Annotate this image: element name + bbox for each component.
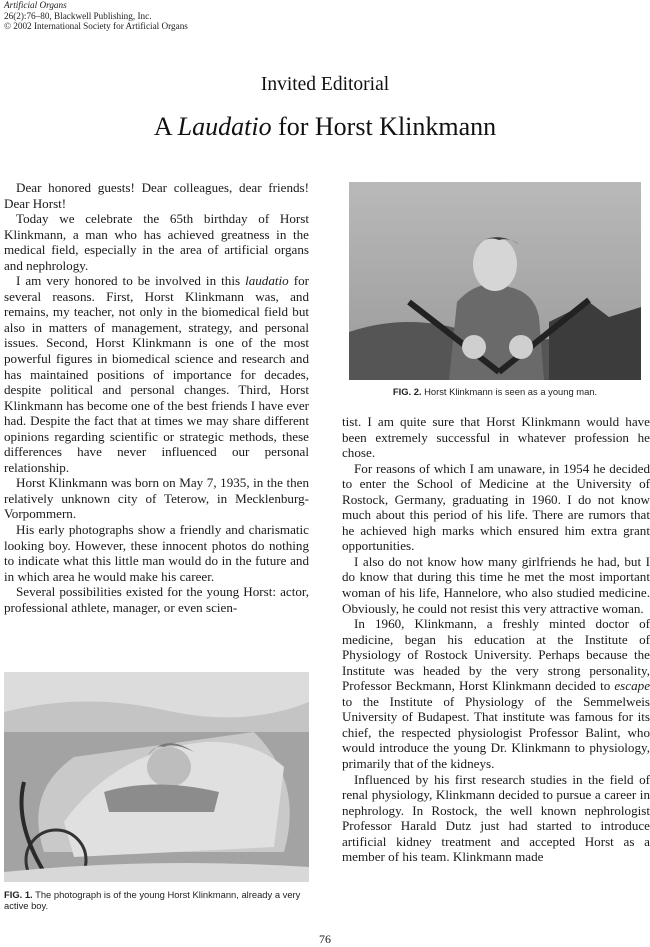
right-column bbox=[342, 414, 650, 865]
figure-1-photo bbox=[4, 672, 309, 882]
title-suffix: for Horst Klinkmann bbox=[271, 112, 497, 141]
section-label: Invited Editorial bbox=[260, 74, 390, 95]
figure-1 bbox=[4, 672, 309, 912]
paragraph: I also do not know how many girlfriends he had, but I do know that during this time he met the most important woman of his life, Hannelore, who also studied medicine. Obviously, he could not resist this very attractive woman. bbox=[342, 553, 650, 616]
paragraph: tist. I am quite sure that Horst Klinkmann would have been extremely successful in whatever profession he chose. bbox=[342, 414, 650, 461]
figure-2-caption bbox=[349, 386, 641, 397]
baby-pram-photo-image bbox=[4, 672, 309, 882]
left-column bbox=[4, 180, 309, 615]
text-run: for several reasons. First, Horst Klinkmann was, and remains, my teacher, not only in the biomedical field but also in matters of management, strategy, and personal issues. Second, Horst Klinkmann is one of the most powerful figures in biomedical science and research and has maintained positions of importance for decades, despite political and personal changes. Third, Horst Klinkmann has become one of the best friends I have ever had. Despite the fact that at times we may share different opinions regarding scientific or strategic methods, these differences have never influenced our personal relationship. bbox=[4, 273, 309, 475]
text-run: to the Institute of Physiology of the Semmelweis University of Budapest. That institute was famous for its chief, the respected physiologist Professor Balint, who would introduce the young Dr. Klinkmann to physiology, primarily that of the kidneys. bbox=[342, 693, 650, 772]
paragraph bbox=[4, 273, 309, 475]
journal-copyright: © 2002 International Society for Artificial Organs bbox=[4, 21, 188, 32]
figure-2-caption-text: Horst Klinkmann is seen as a young man. bbox=[421, 386, 598, 397]
text-run: I am very honored to be involved in this bbox=[16, 273, 246, 289]
paragraph: For reasons of which I am unaware, in 1954 he decided to enter the School of Medicine at the University of Rostock, Germany, graduating in 1960. I do not know much about this period of his life. There are rumors that he achieved high marks which ensured him extra grant opportunities. bbox=[342, 460, 650, 554]
figure-2 bbox=[349, 182, 641, 397]
paragraph bbox=[342, 616, 650, 771]
figure-1-caption bbox=[4, 889, 309, 912]
figure-2-photo bbox=[349, 182, 641, 380]
page-number: 76 bbox=[319, 932, 331, 946]
text-run-italic: laudatio bbox=[245, 273, 289, 289]
figure-2-label: FIG. 2. bbox=[392, 386, 422, 397]
text-run-italic: escape bbox=[614, 678, 650, 694]
young-man-photo-image bbox=[349, 182, 641, 380]
journal-name: Artificial Organs bbox=[4, 0, 67, 10]
paragraph: Influenced by his first research studies in the field of renal physiology, Klinkmann decided to pursue a career in nephrology. In Rostock, the well known nephrologist Professor Harald Dutz just had started to introduce artificial kidney treatment and accepted Horst as a member of his team. Klinkmann made bbox=[342, 771, 650, 865]
text-run: In 1960, Klinkmann, a freshly minted doctor of medicine, began his education at the Institute of Physiology of Rostock University. Perhaps because the Institute was headed by the very strong personality, Professor Beckmann, Horst Klinkmann decided to bbox=[342, 616, 650, 694]
paragraph: Horst Klinkmann was born on May 7, 1935, in the then relatively unknown city of Teterow, in Mecklenburg-Vorpommern. bbox=[4, 475, 309, 522]
figure-1-caption-text: The photograph is of the young Horst Klinkmann, already a very active boy. bbox=[4, 889, 301, 912]
title-italic: Laudatio bbox=[177, 112, 272, 141]
journal-citation: 26(2):76–80, Blackwell Publishing, Inc. bbox=[4, 10, 152, 21]
paragraph: Dear honored guests! Dear colleagues, dear friends! Dear Horst! bbox=[4, 180, 309, 211]
figure-1-label: FIG. 1. bbox=[4, 889, 33, 900]
paragraph: His early photographs show a friendly and charismatic looking boy. However, these innocent photos do nothing to indicate what this little man would do in the future and in which area he would make his career. bbox=[4, 522, 309, 584]
title-prefix: A bbox=[153, 112, 178, 141]
paragraph: Today we celebrate the 65th birthday of Horst Klinkmann, a man who has achieved greatness in the medical field, especially in the area of artificial organs and nephrology. bbox=[4, 211, 309, 273]
journal-header bbox=[4, 0, 188, 32]
paragraph: Several possibilities existed for the young Horst: actor, professional athlete, manager, or even scien- bbox=[4, 584, 309, 615]
article-title bbox=[0, 112, 650, 142]
